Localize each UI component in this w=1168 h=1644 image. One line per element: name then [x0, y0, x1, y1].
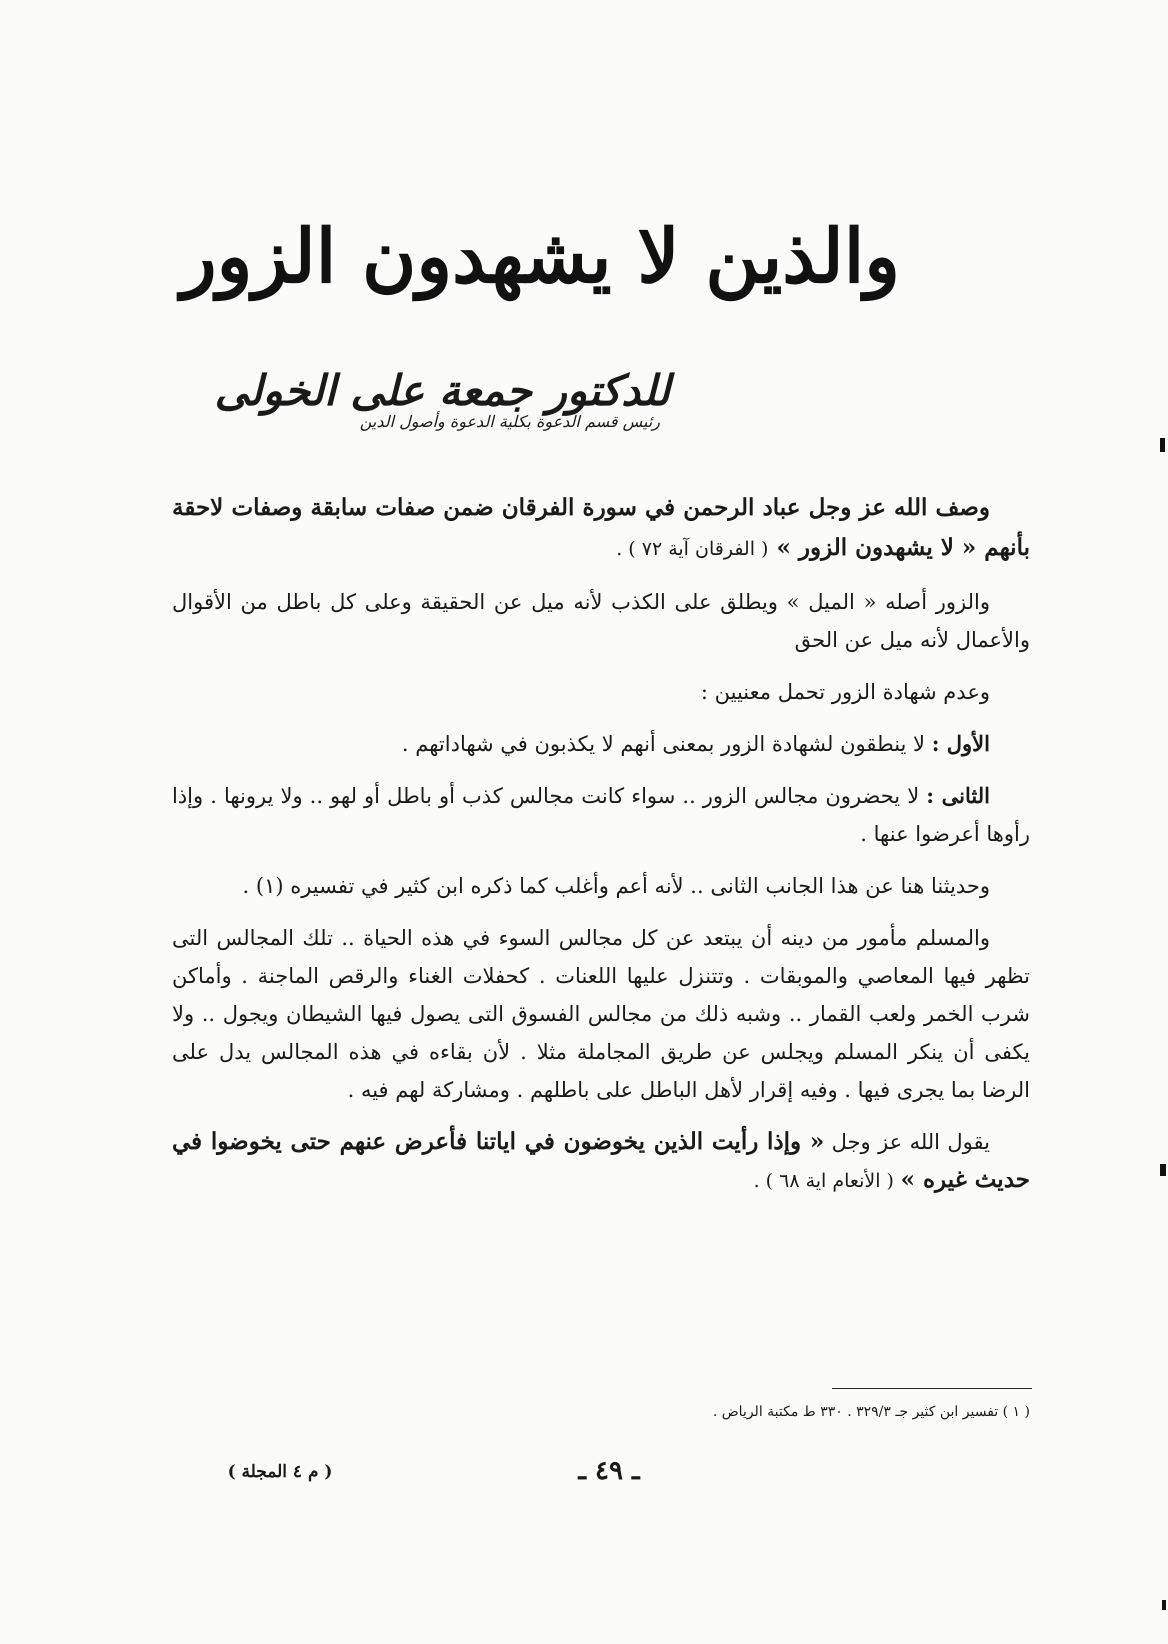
first-meaning-text: لا ينطقون لشهادة الزور بمعنى أنهم لا يكذبون في شهاداتهم .: [401, 732, 926, 756]
second-meaning-label: الثانى :: [926, 783, 990, 808]
paragraph-2: والزور أصله « الميل » ويطلق على الكذب لأنه ميل عن الحقيقة وعلى كل باطل من الأقوال والأعمال لأنه ميل عن الحق: [172, 590, 1030, 652]
quote-intro: يقول الله عز وجل: [831, 1130, 990, 1154]
article-body: [172, 488, 1030, 1214]
scan-edge-mark: [1160, 1164, 1166, 1176]
page-number: ـ ٤٩ ـ: [578, 1456, 640, 1486]
quran-quote: « وإذا رأيت الذين يخوضون في اياتنا فأعرض عنهم حتى يخوضوا في حديث غيره »: [172, 1128, 1030, 1193]
article-title: والذين لا يشهدون الزور: [180, 214, 900, 300]
footnote-divider: [832, 1388, 1032, 1389]
quran-reference: ( الفرقان آية ٧٢ ) .: [616, 538, 769, 560]
paragraph-1-text: وصف الله عز وجل عباد الرحمن في سورة الفرقان ضمن صفات سابقة وصفات لاحقة بأنهم « لا يشهدون الزور »: [172, 494, 1030, 561]
quran-quote-reference: ( الأنعام اية ٦٨ ) .: [753, 1170, 894, 1192]
scan-edge-mark: [1162, 1600, 1166, 1610]
paragraph-4: [172, 725, 1030, 763]
scan-edge-mark: [1160, 438, 1165, 452]
first-meaning-label: الأول :: [931, 731, 990, 756]
author-role: رئيس قسم الدعوة بكلية الدعوة وأصول الدين: [359, 412, 660, 431]
paragraph-5: [172, 777, 1030, 853]
author-name: للدكتور جمعة على الخولى: [214, 366, 670, 415]
paragraph-1: [172, 488, 1030, 569]
paragraph-6: وحديثنا هنا عن هذا الجانب الثانى .. لأنه أعم وأغلب كما ذكره ابن كثير في تفسيره (١) .: [242, 874, 990, 898]
paragraph-8: [172, 1123, 1030, 1200]
footnote: ( ١ ) تفسير ابن كثير جـ ٣٢٩/٣ . ٣٣٠ ط مكتبة الرياض .: [712, 1404, 1030, 1420]
journal-mark: ( م ٤ المجلة ): [227, 1462, 333, 1482]
paragraph-7: والمسلم مأمور من دينه أن يبتعد عن كل مجالس السوء في هذه الحياة .. تلك المجالس التى تظهر فيها المعاصي والموبقات . وتتنزل عليها اللعنات . كحفلات الغناء والرقص الماجنة . وأماكن شرب الخمر ولعب القمار .. وشبه ذلك من مجالس الفسوق التى يصول فيها الشيطان ويجول .. ولا يكفى أن ينكر المسلم ويجلس عن طريق المجاملة مثلا . لأن بقاءه في هذه المجالس يدل على الرضا بما يجرى فيها . وفيه إقرار لأهل الباطل على باطلهم . ومشاركة لهم فيه .: [172, 926, 1030, 1102]
paragraph-3: وعدم شهادة الزور تحمل معنيين :: [700, 680, 990, 704]
second-meaning-text: لا يحضرون مجالس الزور .. سواء كانت مجالس كذب أو باطل أو لهو .. ولا يرونها . وإذا رأوها أعرضوا عنها .: [172, 784, 1030, 846]
